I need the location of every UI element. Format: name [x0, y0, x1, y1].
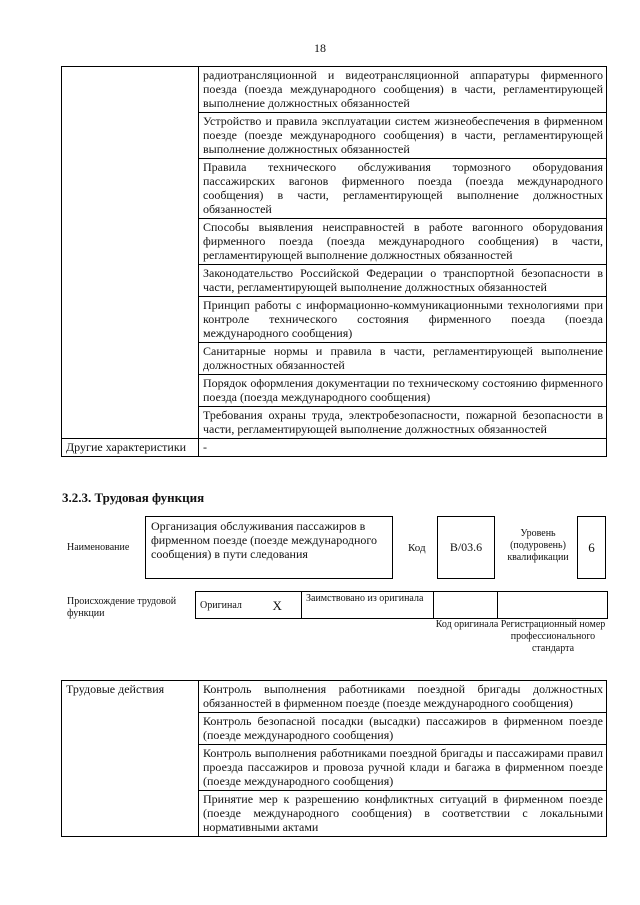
original-mark: X [254, 592, 302, 619]
labor-actions-label: Трудовые действия [62, 681, 199, 837]
other-characteristics-value: - [199, 439, 607, 457]
section-title: 3.2.3. Трудовая функция [62, 490, 205, 505]
knowledge-item: Правила технического обслуживания тормозного оборудования пассажирских вагонов фирменного поезда (поезда международного сообщения) в части, регламентирующей выполнение должностных обязанностей [199, 159, 607, 219]
knowledge-item: Порядок оформления документации по техническому состоянию фирменного поезда (поезда международного сообщения) [199, 375, 607, 407]
code-original-caption: Код оригинала [435, 619, 499, 630]
table-row [62, 67, 607, 113]
function-name-box: Организация обслуживания пассажиров в фирменном поезде (поезде международного сообщения) в пути следования [145, 516, 393, 579]
qualification-level-box: 6 [577, 516, 606, 579]
original-label: Оригинал [196, 592, 254, 619]
knowledge-item: Принцип работы с информационно-коммуникационными технологиями при контроле технического состояния фирменного поезда (поезда международного сообщения) [199, 297, 607, 343]
table-row [62, 439, 607, 457]
table-label-cell [62, 67, 199, 439]
labor-action-item: Контроль выполнения работниками поездной бригады и пассажирами правил проезда пассажиров и провоза ручной клади и багажа в фирменном поезде (поезде международного сообщения) [199, 745, 607, 791]
knowledge-item: Требования охраны труда, электробезопасности, пожарной безопасности в части, регламентирующей выполнение должностных обязанностей [199, 407, 607, 439]
reg-number-caption: Регистрационный номер профессионального стандарта [500, 619, 606, 654]
origin-label: Происхождение трудовой функции [67, 596, 177, 619]
function-code-box: В/03.6 [437, 516, 495, 579]
labor-actions-table [61, 680, 607, 837]
knowledge-item: Устройство и правила эксплуатации систем жизнеобеспечения в фирменном поезде (поезде международного сообщения) в части, регламентирующей выполнение должностных обязанностей [199, 113, 607, 159]
borrowed-label: Заимствовано из оригинала [302, 592, 434, 619]
labor-action-item: Контроль безопасной посадки (высадки) пассажиров в фирменном поезде (поезде международного сообщения) [199, 713, 607, 745]
other-characteristics-label: Другие характеристики [62, 439, 199, 457]
labor-action-item: Принятие мер к разрешению конфликтных ситуаций в фирменном поезде (поезде международного сообщения) в соответствии с локальными нормативными актами [199, 791, 607, 837]
knowledge-item: Способы выявления неисправностей в работе вагонного оборудования фирменного поезда (поезда международного сообщения) в части, регламентирующей выполнение должностных обязанностей [199, 219, 607, 265]
code-original-cell [434, 592, 498, 619]
table-row [196, 592, 608, 619]
knowledge-table [61, 66, 607, 457]
knowledge-item: Законодательство Российской Федерации о транспортной безопасности в части, регламентирующей выполнение должностных обязанностей [199, 265, 607, 297]
name-label: Наименование [67, 542, 130, 553]
origin-table [195, 591, 608, 619]
labor-action-item: Контроль выполнения работниками поездной бригады должностных обязанностей в фирменном поезде (поезде международного сообщения) [199, 681, 607, 713]
knowledge-item: Санитарные нормы и правила в части, регламентирующей выполнение должностных обязанностей [199, 343, 607, 375]
code-label: Код [408, 542, 426, 554]
reg-number-cell [498, 592, 608, 619]
page-number: 18 [314, 41, 326, 55]
knowledge-item: радиотрансляционной и видеотрансляционной аппаратуры фирменного поезда (поезда международного сообщения) в части, регламентирующей выполнение должностных обязанностей [199, 67, 607, 113]
level-label: Уровень (подуровень) квалификации [507, 528, 569, 563]
table-row [62, 681, 607, 713]
